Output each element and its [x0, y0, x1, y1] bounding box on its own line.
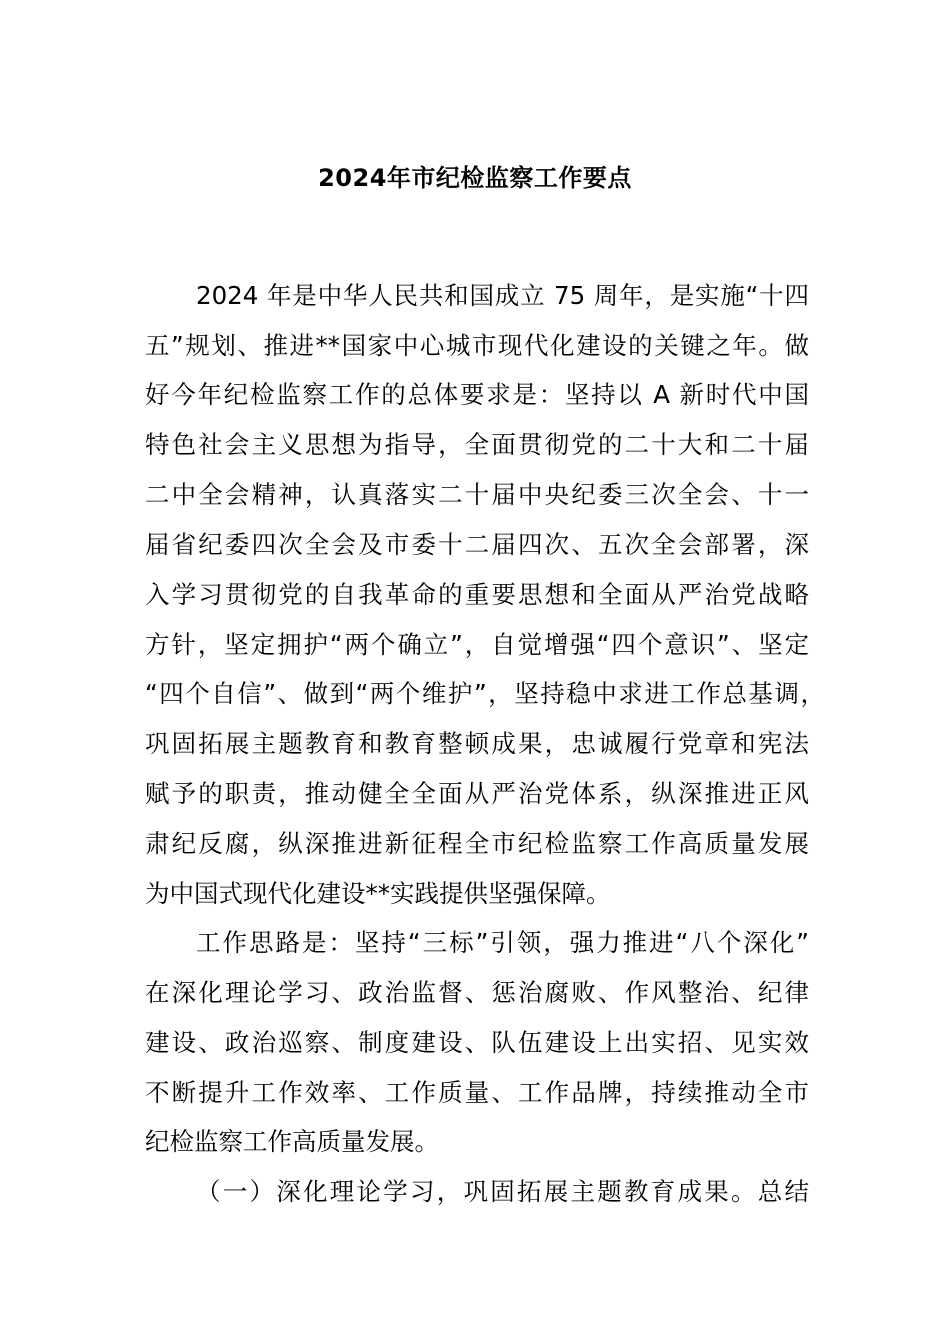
body-line-14: 工作思路是：坚持“三标”引领，强力推进“八个深化”: [196, 928, 809, 957]
section-heading-1: （一）深化理论学习，巩固拓展主题教育成果。总结: [196, 1177, 809, 1206]
title-text: 年市纪检监察工作要点: [386, 164, 632, 192]
title-year: 2024: [318, 164, 387, 192]
body-line-1: 2024 年是中华人民共和国成立 75 周年，是实施“十四: [196, 281, 809, 310]
body-line-18: 纪检监察工作高质量发展。: [145, 1127, 439, 1156]
body-line-15: 在深化理论学习、政治监督、惩治腐败、作风整治、纪律: [145, 978, 809, 1007]
body-line-12: 肃纪反腐，纵深推进新征程全市纪检监察工作高质量发展: [145, 829, 809, 858]
body-line-13: 为中国式现代化建设**实践提供坚强保障。: [145, 879, 611, 908]
body-line-2: 五”规划、推进**国家中心城市现代化建设的关键之年。做: [145, 331, 809, 360]
body-line-16: 建设、政治巡察、制度建设、队伍建设上出实招、见实效: [145, 1028, 809, 1057]
body-line-17: 不断提升工作效率、工作质量、工作品牌，持续推动全市: [145, 1078, 809, 1107]
body-line-4: 特色社会主义思想为指导，全面贯彻党的二十大和二十届: [145, 430, 809, 459]
body-line-6: 届省纪委四次全会及市委十二届四次、五次全会部署，深: [145, 530, 809, 559]
document-title: [0, 158, 950, 198]
body-line-3: 好今年纪检监察工作的总体要求是：坚持以 A 新时代中国: [145, 380, 809, 409]
body-line-9: “四个自信”、做到“两个维护”，坚持稳中求进工作总基调，: [145, 679, 825, 708]
body-line-5: 二中全会精神，认真落实二十届中央纪委三次全会、十一: [145, 480, 809, 509]
body-line-10: 巩固拓展主题教育和教育整顿成果，忠诚履行党章和宪法: [145, 729, 809, 758]
body-line-8: 方针，坚定拥护“两个确立”，自觉增强“四个意识”、坚定: [145, 630, 809, 659]
body-line-11: 赋予的职责，推动健全全面从严治党体系，纵深推进正风: [145, 779, 809, 808]
body-line-7: 入学习贯彻党的自我革命的重要思想和全面从严治党战略: [145, 580, 809, 609]
